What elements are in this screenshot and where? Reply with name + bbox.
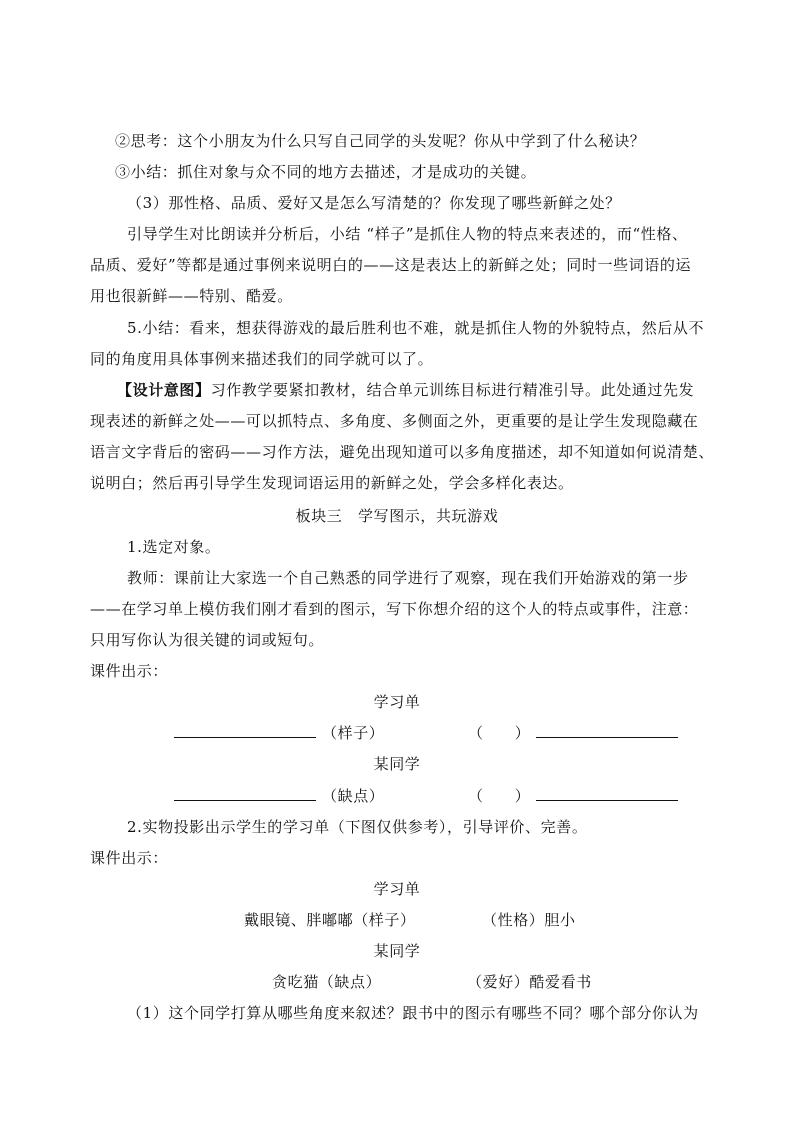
step-1: 1.选定对象。	[127, 538, 221, 556]
think-question: ②思考：这个小朋友为什么只写自己同学的头发呢？你从中学到了什么秘诀？	[115, 132, 646, 150]
paragraph-line: 5.小结：看来，想获得游戏的最后胜利也不难，就是抓住人物的外貌特点，然后从不	[127, 319, 705, 337]
blank-line	[536, 786, 678, 801]
worksheet-blank-row	[174, 723, 384, 743]
summary-point: ③小结：抓住对象与众不同的地方去描述，才是成功的关键。	[115, 163, 537, 181]
design-intent-label: 【设计意图】	[117, 381, 211, 399]
empty-category: （ ）	[468, 724, 531, 742]
blank-line	[536, 723, 678, 738]
paragraph-line: 用也很新鲜——特别、酷爱。	[90, 287, 293, 305]
paragraph-line: 品质、爱好”等都是通过事例来说明白的——这是表达上的新鲜之处；同时一些词语的运	[90, 256, 692, 274]
design-intent-line	[117, 380, 694, 400]
empty-category: （ ）	[468, 787, 531, 805]
worksheet-center: 某同学	[373, 942, 421, 960]
example-personality: （性格）胆小	[482, 911, 576, 929]
worksheet-blank-row	[468, 786, 684, 806]
blank-line	[174, 723, 316, 738]
courseware-label: 课件出示：	[90, 849, 169, 867]
question-3: （3）那性格、品质、爱好又是怎么写清楚的？你发现了哪些新鲜之处？	[127, 194, 621, 212]
appearance-label: （样子）	[322, 724, 385, 742]
courseware-label: 课件出示：	[90, 662, 169, 680]
paragraph-line: 只用写你认为很关键的词或短句。	[90, 631, 325, 649]
paragraph-line: 现表述的新鲜之处——可以抓特点、多角度、多侧面之外，更重要的是让学生发现隐藏在	[90, 412, 699, 430]
worksheet-blank-row	[174, 786, 384, 806]
blank-line	[174, 786, 316, 801]
design-intent-text: 习作教学要紧扣教材，结合单元训练目标进行精准引导。此处通过先发	[210, 381, 695, 399]
worksheet-title: 学习单	[373, 880, 421, 898]
example-appearance: 戴眼镜、胖嘟嘟（样子）	[244, 911, 416, 929]
question-1: （1）这个同学打算从哪些角度来叙述？跟书中的图示有哪些不同？哪个部分你认为	[127, 1004, 699, 1022]
paragraph-line: 说明白；然后再引导学生发现词语运用的新鲜之处，学会多样化表达。	[90, 474, 574, 492]
worksheet-blank-row	[468, 723, 684, 743]
paragraph-line: 语言文字背后的密码——习作方法，避免出现知道可以多角度描述，却不知道如何说清楚、	[90, 443, 715, 461]
example-shortcoming: 贪吃猫（缺点）	[272, 973, 382, 991]
shortcoming-label: （缺点）	[322, 787, 385, 805]
paragraph-line: ——在学习单上模仿我们刚才看到的图示，写下你想介绍的这个人的特点或事件，注意：	[90, 600, 699, 618]
section-heading: 板块三 学写图示，共玩游戏	[295, 507, 499, 525]
worksheet-title: 学习单	[373, 693, 421, 711]
paragraph-line: 同的角度用具体事例来描述我们的同学就可以了。	[90, 350, 434, 368]
paragraph-line: 教师：课前让大家选一个自己熟悉的同学进行了观察，现在我们开始游戏的第一步	[127, 569, 689, 587]
paragraph-line: 引导学生对比朗读并分析后，小结 “样子”是抓住人物的特点来表述的，而“性格、	[127, 225, 688, 243]
step-2: 2.实物投影出示学生的学习单（下图仅供参考），引导评价、完善。	[127, 818, 588, 836]
worksheet-center: 某同学	[373, 755, 421, 773]
example-hobby: （爱好）酷爱看书	[467, 973, 592, 991]
